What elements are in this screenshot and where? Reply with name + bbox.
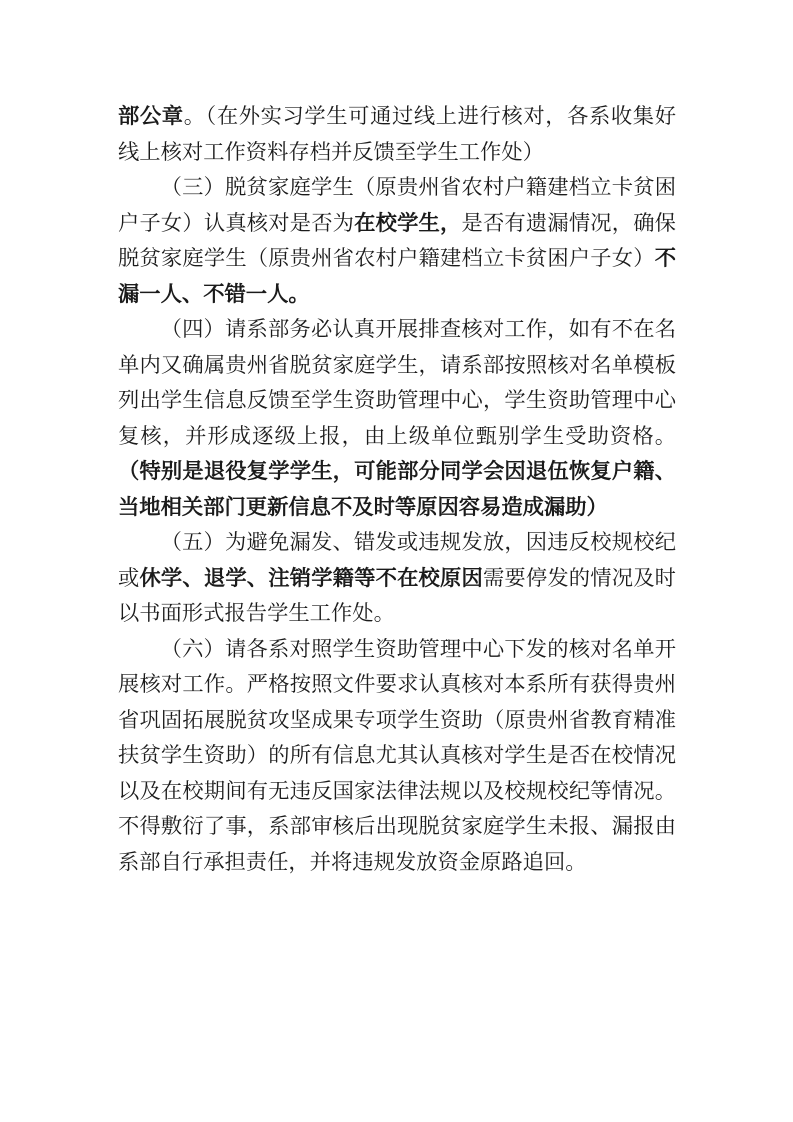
text-run: （四）请系部务必认真开展排查核对工作，如有不在名单内又确属贵州省脱贫家庭学生，请系部按照核对名单模板列出学生信息反馈至学生资助管理中心，学生资助管理中心复核，并形成逐级上报，由上级单位甄别学生受助资格。 — [118, 317, 676, 449]
text-paragraph — [118, 99, 676, 170]
text-run: 需要停发的情况及时以书面形式报告学生工作处。 — [118, 565, 676, 626]
text-paragraph — [118, 312, 676, 525]
text-paragraph — [118, 632, 676, 881]
text-run-bold: 部公章 — [118, 104, 184, 129]
text-run-bold: 不漏一人、不错一人。 — [118, 246, 676, 307]
text-run-bold: 在校学生， — [354, 210, 462, 236]
text-run: 。（在外实习学生可通过线上进行核对，各系收集好线上核对工作资料存档并反馈至学生工作处） — [118, 104, 676, 165]
text-run: 是否有遗漏情况，确保脱贫家庭学生（原贵州省农村户籍建档立卡贫困户子女） — [118, 210, 676, 271]
text-run: （六）请各系对照学生资助管理中心下发的核对名单开展核对工作。严格按照文件要求认真核对本系所有获得贵州省巩固拓展脱贫攻坚成果专项学生资助（原贵州省教育精准扶贫学生资助）的所有信息尤其认真核对学生是否在校情况以及在校期间有无违反国家法律法规以及校规校纪等情况。不得敷衍了事，系部审核后出现脱贫家庭学生未报、漏报由系部自行承担责任，并将违规发放资金原路追回。 — [118, 636, 676, 875]
text-run-bold: （特别是退役复学学生，可能部分同学会因退伍恢复户籍、当地相关部门更新信息不及时等原因容易造成漏助） — [118, 459, 676, 520]
text-run: （三）脱贫家庭学生（原贵州省农村户籍建档立卡贫困户子女）认真核对是否为 — [118, 175, 676, 236]
text-paragraph — [118, 525, 676, 632]
text-paragraph — [118, 170, 676, 312]
document-text-block — [118, 99, 676, 880]
text-run: （五）为避免漏发、错发或违规发放，因违反校规校纪或 — [118, 530, 676, 591]
text-run-bold: 休学、退学、注销学籍等不在校原因 — [139, 565, 483, 591]
